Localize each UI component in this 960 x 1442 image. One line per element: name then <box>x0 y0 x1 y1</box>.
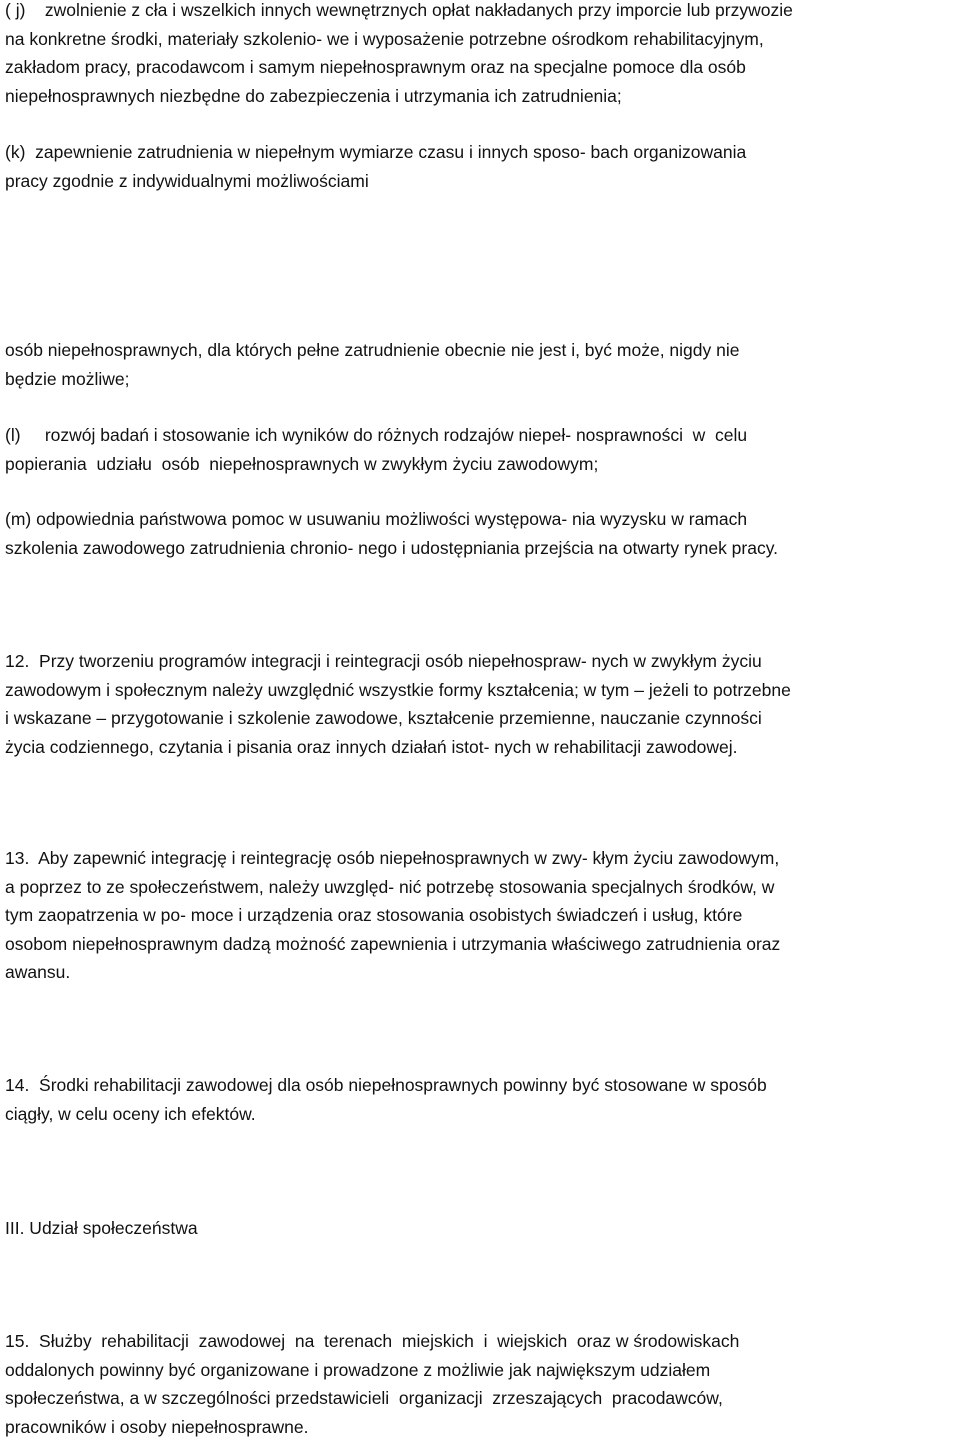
text-line: szkolenia zawodowego zatrudnienia chronio- nego i udostępniania przejścia na otwarty rynek pracy. <box>5 537 779 558</box>
text-line: na konkretne środki, materiały szkolenio- we i wyposażenie potrzebne ośrodkom rehabilitacyjnym, <box>5 28 764 49</box>
text-line: popierania udziału osób niepełnosprawnych w zwykłym życiu zawodowym; <box>5 453 599 474</box>
paragraph-15 <box>5 1327 957 1441</box>
paragraph-14 <box>5 1071 957 1128</box>
text-line: zawodowym i społecznym należy uwzględnić wszystkie formy kształcenia; w tym – jeżeli to potrzebne <box>5 679 791 700</box>
text-line: oddalonych powinny być organizowane i prowadzone z możliwie jak największym udziałem <box>5 1359 711 1380</box>
text-line: ( j) zwolnienie z cła i wszelkich innych wewnętrznych opłat nakładanych przy imporcie lub przywozie <box>5 0 793 20</box>
text-line: (k) zapewnienie zatrudnienia w niepełnym wymiarze czasu i innych sposo- bach organizowania <box>5 142 747 162</box>
text-line: (l) rozwój badań i stosowanie ich wyników do różnych rodzajów niepeł- nosprawności w celu <box>5 425 748 445</box>
text-line: a poprzez to ze społeczeństwem, należy uwzględ- nić potrzebę stosowania specjalnych środków, w <box>5 876 775 897</box>
text-line: 13. Aby zapewnić integrację i reintegrację osób niepełnosprawnych w zwy- kłym życiu zawodowym, <box>5 848 780 868</box>
item-l-paragraph <box>5 421 957 478</box>
text-line: pracowników i osoby niepełnosprawne. <box>5 1416 309 1437</box>
text-line: (m) odpowiednia państwowa pomoc w usuwaniu możliwości występowa- nia wyzysku w ramach <box>5 509 748 529</box>
text-line: będzie możliwe; <box>5 368 130 389</box>
text-line: osób niepełnosprawnych, dla których pełne zatrudnienie obecnie nie jest i, być może, nigdy nie <box>5 340 740 360</box>
item-j-paragraph <box>5 0 957 110</box>
text-line: zakładom pracy, pracodawcom i samym niepełnosprawnym oraz na specjalne pomoce dla osób <box>5 57 746 77</box>
section-title: III. Udział społeczeństwa <box>5 1218 198 1238</box>
text-line: tym zaopatrzenia w po- moce i urządzenia oraz stosowania osobistych świadczeń i usług, które <box>5 905 743 925</box>
text-line: społeczeństwa, a w szczególności przedstawicieli organizacji zrzeszających pracodawców, <box>5 1388 723 1408</box>
section-heading <box>5 1214 957 1243</box>
text-line: awansu. <box>5 962 71 982</box>
item-k-continuation-paragraph <box>5 336 957 393</box>
item-k-paragraph <box>5 138 957 195</box>
item-m-paragraph <box>5 505 957 562</box>
text-line: ciągły, w celu oceny ich efektów. <box>5 1103 256 1124</box>
text-line: 14. Środki rehabilitacji zawodowej dla osób niepełnosprawnych powinny być stosowane w sposób <box>5 1075 767 1095</box>
text-line: i wskazane – przygotowanie i szkolenie zawodowe, kształcenie przemienne, nauczanie czynności <box>5 708 762 728</box>
paragraph-12 <box>5 647 957 761</box>
text-line: 12. Przy tworzeniu programów integracji i reintegracji osób niepełnospraw- nych w zwykłym życiu <box>5 651 762 671</box>
text-line: osobom niepełnosprawnym dadzą możność zapewnienia i utrzymania właściwego zatrudnienia oraz <box>5 933 781 954</box>
paragraph-13 <box>5 844 957 987</box>
text-line: 15. Służby rehabilitacji zawodowej na terenach miejskich i wiejskich oraz w środowiskach <box>5 1331 740 1351</box>
text-line: niepełnosprawnych niezbędne do zabezpieczenia i utrzymania ich zatrudnienia; <box>5 85 622 106</box>
text-line: pracy zgodnie z indywidualnymi możliwościami <box>5 170 369 191</box>
text-line: życia codziennego, czytania i pisania oraz innych działań istot- nych w rehabilitacji zawodowej. <box>5 736 738 757</box>
